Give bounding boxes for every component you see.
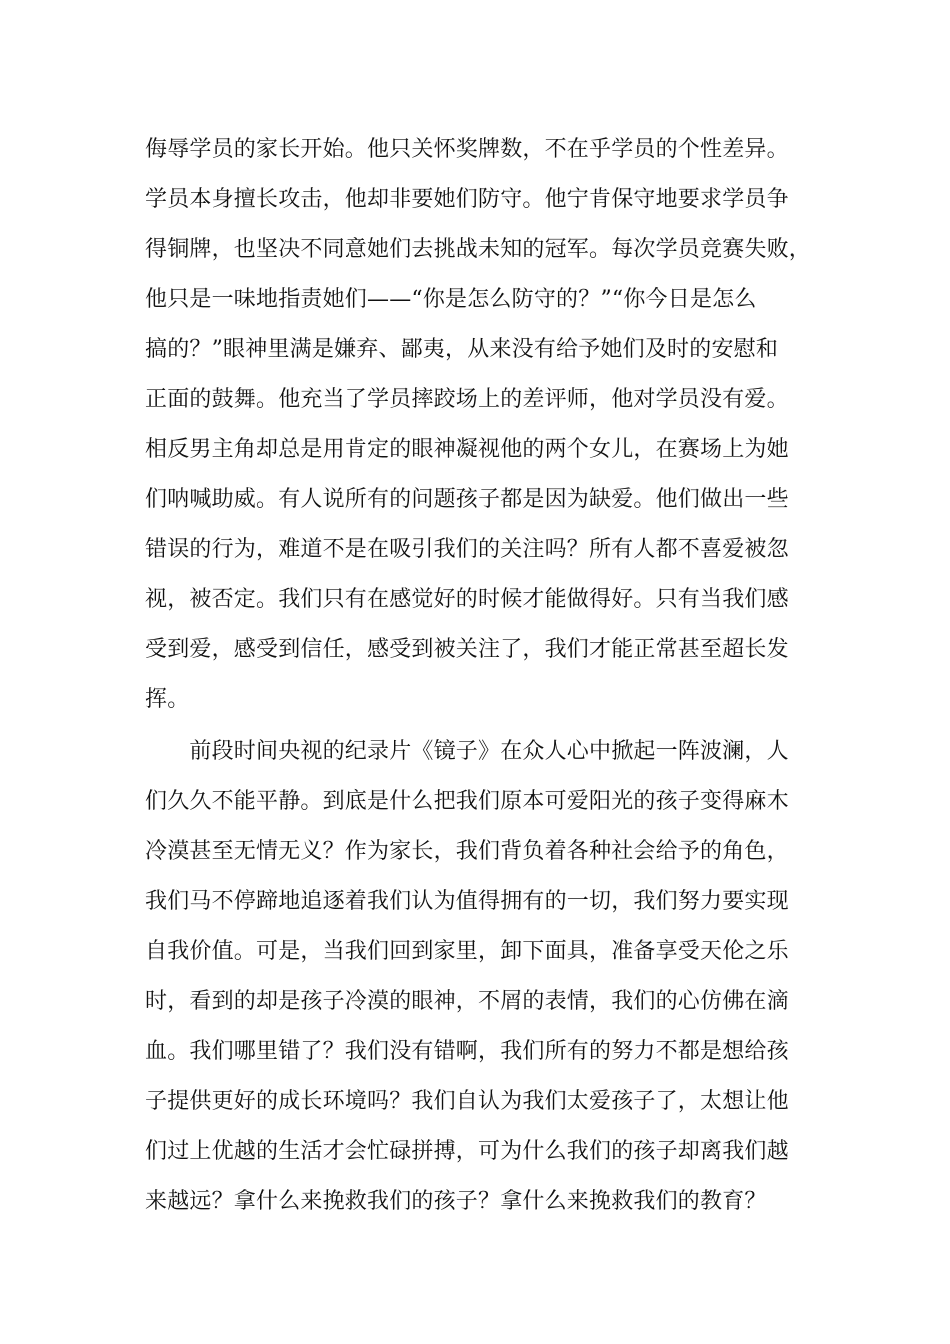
- text-line: 前段时间央视的纪录片《镜子》在众人心中掀起一阵波澜，人: [145, 739, 789, 764]
- text-line: 来越远？拿什么来挽救我们的孩子？拿什么来挽救我们的教育？: [145, 1189, 767, 1214]
- text-line: 时，看到的却是孩子冷漠的眼神，不屑的表情，我们的心仿佛在滴: [145, 989, 789, 1014]
- text-line: 自我价值。可是，当我们回到家里，卸下面具，准备享受天伦之乐: [145, 939, 789, 964]
- text-line: 挥。: [145, 687, 190, 712]
- text-line: 错误的行为，难道不是在吸引我们的关注吗？所有人都不喜爱被忽: [145, 537, 789, 562]
- text-line: 们过上优越的生活才会忙碌拼搏，可为什么我们的孩子却离我们越: [145, 1139, 789, 1164]
- text-line: 视，被否定。我们只有在感觉好的时候才能做得好。只有当我们感: [145, 587, 789, 612]
- text-line: 冷漠甚至无情无义？作为家长，我们背负着各种社会给予的角色，: [145, 839, 789, 864]
- text-line: 血。我们哪里错了？我们没有错啊，我们所有的努力不都是想给孩: [145, 1039, 789, 1064]
- text-line: 他只是一味地指责她们——“你是怎么防守的？”“你今日是怎么: [145, 287, 757, 312]
- text-line: 侮辱学员的家长开始。他只关怀奖牌数，不在乎学员的个性差异。: [145, 137, 789, 162]
- text-line: 搞的？”眼神里满是嫌弃、鄙夷，从来没有给予她们及时的安慰和: [145, 337, 779, 362]
- text-line: 我们马不停蹄地追逐着我们认为值得拥有的一切，我们努力要实现: [145, 889, 789, 914]
- text-line: 受到爱，感受到信任，感受到被关注了，我们才能正常甚至超长发: [145, 637, 789, 662]
- text-line: 学员本身擅长攻击，他却非要她们防守。他宁肯保守地要求学员争: [145, 187, 789, 212]
- text-line: 正面的鼓舞。他充当了学员摔跤场上的差评师，他对学员没有爱。: [145, 387, 789, 412]
- text-line: 们呐喊助威。有人说所有的问题孩子都是因为缺爱。他们做出一些: [145, 487, 789, 512]
- text-line: 们久久不能平静。到底是什么把我们原本可爱阳光的孩子变得麻木: [145, 789, 789, 814]
- text-line: 得铜牌，也坚决不同意她们去挑战未知的冠军。每次学员竞赛失败，: [145, 237, 812, 262]
- text-line: 子提供更好的成长环境吗？我们自认为我们太爱孩子了，太想让他: [145, 1089, 789, 1114]
- text-line: 相反男主角却总是用肯定的眼神凝视他的两个女儿，在赛场上为她: [145, 437, 789, 462]
